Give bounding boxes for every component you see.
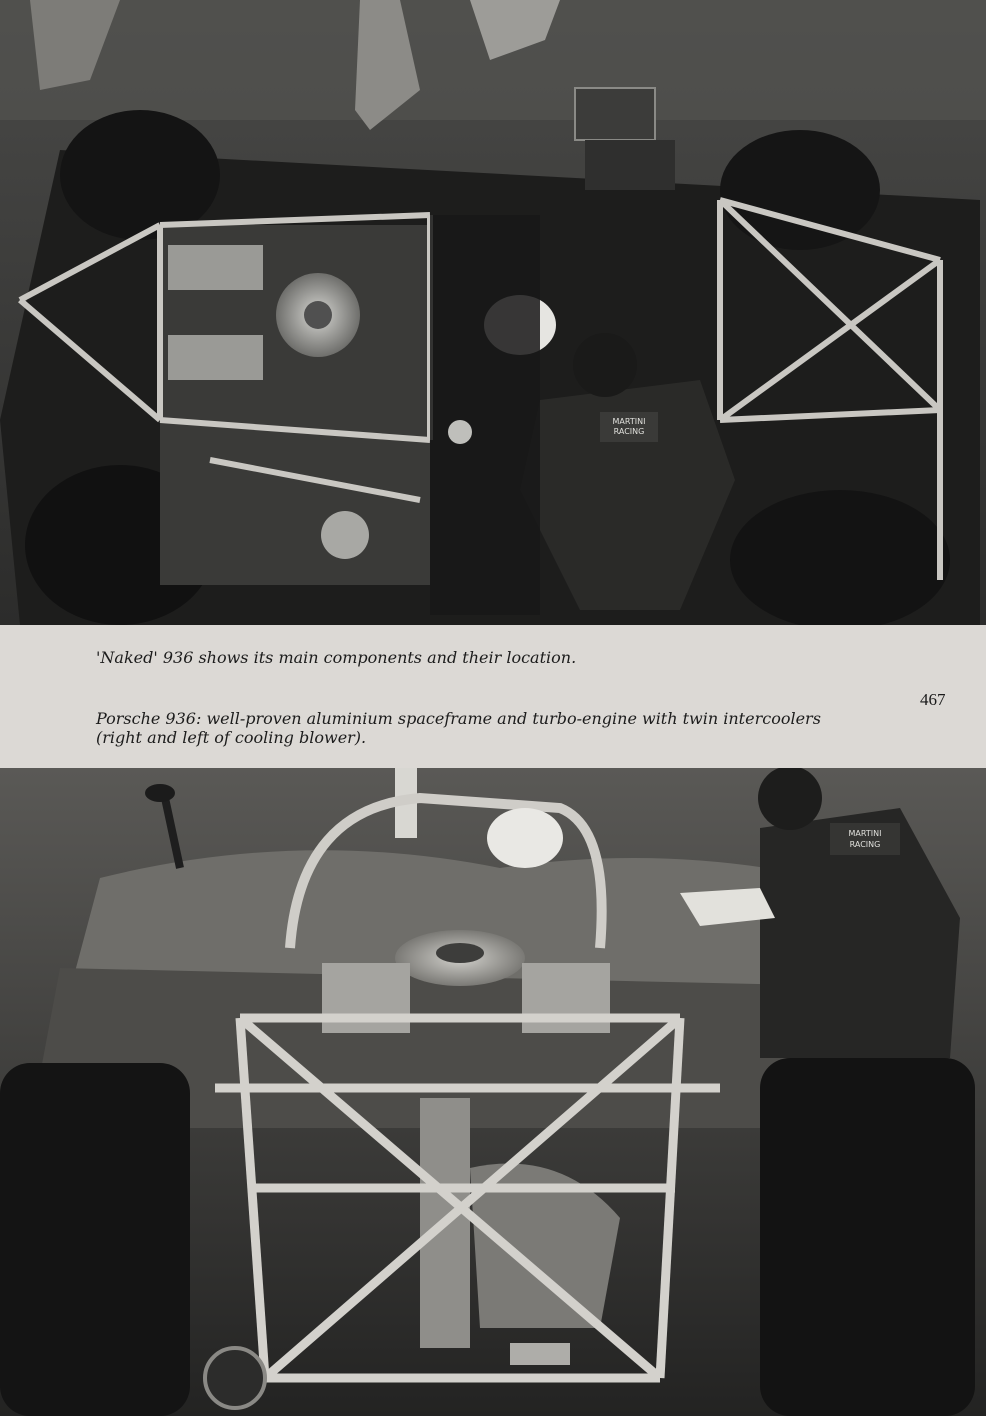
- photo-naked-936-top-view: [0, 0, 986, 625]
- photo-bottom-jacket-text-1: MARTINI: [848, 829, 882, 838]
- caption-top-photo: 'Naked' 936 shows its main components and their location.: [96, 648, 577, 667]
- page-number: 467: [920, 690, 946, 709]
- photo-porsche-936-rear-view: [0, 768, 986, 1416]
- photo-top-jacket-text-1: MARTINI: [612, 417, 646, 426]
- photo-bottom-jacket-text-2: RACING: [849, 840, 881, 849]
- photo-bottom-illustration: [0, 768, 986, 1416]
- photo-top-jacket-text-2: RACING: [613, 427, 645, 436]
- caption-bottom-photo: [96, 709, 856, 747]
- photo-top-illustration: [0, 0, 986, 625]
- caption-bottom-line-1: Porsche 936: well-proven aluminium spaceframe and turbo-engine with twin intercoolers: [96, 709, 821, 728]
- caption-bottom-line-2: (right and left of cooling blower).: [96, 728, 367, 747]
